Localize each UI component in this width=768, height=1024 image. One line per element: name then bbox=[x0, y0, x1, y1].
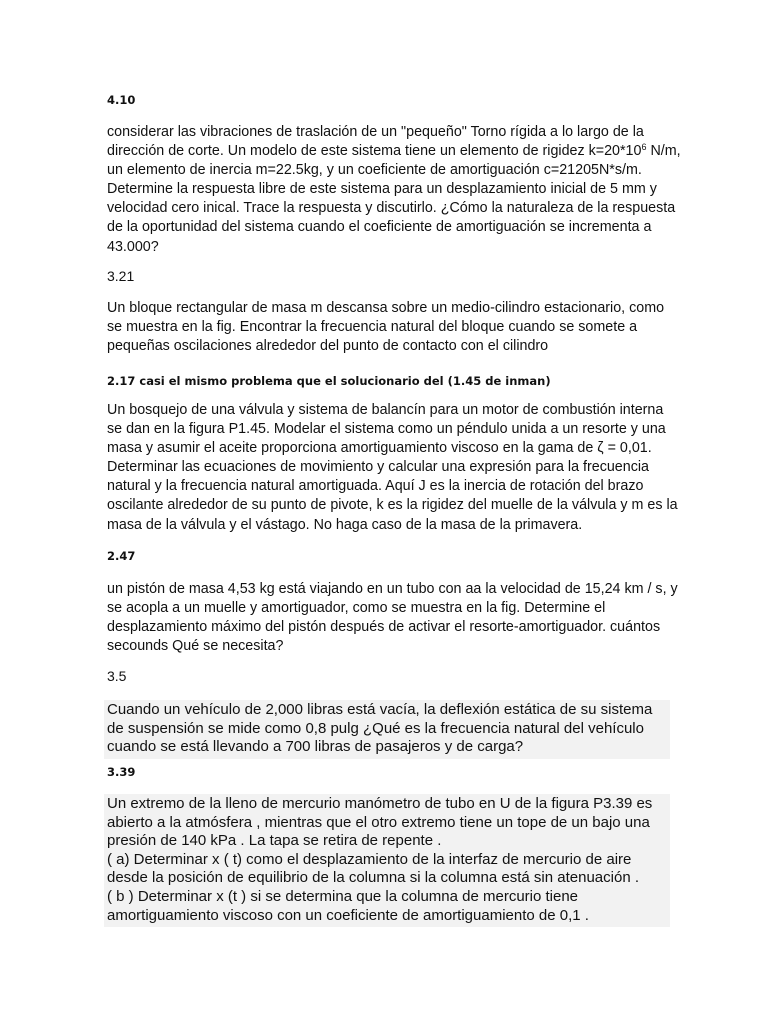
problem-text-3-5 bbox=[104, 700, 670, 759]
text-line: abierto a la atmósfera , mientras que el otro extremo tiene un tope de un bajo una bbox=[107, 813, 650, 831]
problem-heading-2-17: 2.17 casi el mismo problema que el solucionario del (1.45 de inman) bbox=[107, 374, 551, 388]
problem-text-2-47 bbox=[107, 580, 678, 656]
text-line: ( b ) Determinar x (t ) si se determina que la columna de mercurio tiene bbox=[107, 887, 579, 905]
exponent: 6 bbox=[641, 142, 647, 153]
text-line: Determinar las ecuaciones de movimiento y calcular una expresión para la frecuencia bbox=[107, 459, 649, 476]
text-line: Cuando un vehículo de 2,000 libras está vacía, la deflexión estática de su sistema bbox=[107, 701, 653, 718]
text-line: presión de 140 kPa . La tapa se retira de repente . bbox=[107, 832, 442, 850]
problem-heading-3-5: 3.5 bbox=[107, 668, 127, 684]
text-line: pequeñas oscilaciones alrededor del punto de contacto con el cilindro bbox=[107, 338, 549, 355]
text-line: Un bloque rectangular de masa m descansa sobre un medio-cilindro estacionario, como bbox=[107, 300, 665, 316]
problem-text-3-39 bbox=[104, 794, 670, 927]
problem-heading-3-21: 3.21 bbox=[107, 268, 135, 284]
problem-heading-3-39: 3.39 bbox=[107, 765, 136, 779]
text-line: velocidad cero inical. Trace la respuesta y discutirlo. ¿Cómo la naturaleza de la respuesta bbox=[107, 200, 676, 217]
problem-text-4-10 bbox=[107, 123, 681, 257]
text-line: considerar las vibraciones de traslación de un "pequeño" Torno rígida a lo largo de la bbox=[107, 124, 644, 140]
text-line: de suspensión se mide como 0,8 pulg ¿Qué es la frecuencia natural del vehículo bbox=[107, 719, 644, 737]
text-line: desplazamiento máximo del pistón después de activar el resorte-amortiguador. cuántos bbox=[107, 619, 661, 636]
text-line: dirección de corte. Un modelo de este sistema tiene un elemento de rigidez $k=20*10^6$ N/m, bbox=[107, 142, 681, 160]
text-line: se dan en la figura P1.45. Modelar el sistema como un péndulo unida a un resorte y una bbox=[107, 421, 666, 438]
text-line: se acopla a un muelle y amortiguador, como se muestra en la fig. Determine el bbox=[107, 600, 606, 617]
text-line: amortiguamiento viscoso con un coeficiente de amortiguamiento de 0,1 . bbox=[107, 906, 589, 924]
text-line: masa de la válvula y el vástago. No haga caso de la masa de la primavera. bbox=[107, 516, 583, 533]
problem-text-2-17 bbox=[107, 401, 678, 535]
problem-text-3-21 bbox=[107, 299, 667, 356]
text-line: Determine la respuesta libre de este sistema para un desplazamiento inicial de 5 mm y bbox=[107, 181, 657, 198]
text-line: Un extremo de la lleno de mercurio manómetro de tubo en U de la figura P3.39 es bbox=[107, 795, 653, 812]
text-line: de la oportunidad del sistema cuando el coeficiente de amortiguación se incrementa a bbox=[107, 219, 652, 236]
text-line: un pistón de masa 4,53 kg está viajando en un tubo con aa la velocidad de 15,24 km / s, y bbox=[107, 581, 678, 597]
text-line: 43.000? bbox=[107, 238, 159, 255]
text-line: Un bosquejo de una válvula y sistema de balancín para un motor de combustión interna bbox=[107, 402, 664, 418]
problem-heading-2-47: 2.47 bbox=[107, 549, 136, 563]
text-line: secounds Qué se necesita? bbox=[107, 638, 284, 655]
text-line: natural y la frecuencia natural amortiguada. Aquí J es la inercia de rotación del brazo bbox=[107, 478, 644, 495]
text-line: ( a) Determinar x ( t) como el desplazamiento de la interfaz de mercurio de aire bbox=[107, 850, 632, 868]
text-line: desde la posición de equilibrio de la columna si la columna está sin atenuación . bbox=[107, 869, 639, 887]
text-line: cuando se está llevando a 700 libras de pasajeros y de carga? bbox=[107, 738, 524, 756]
text-line: masa y asumir el aceite proporciona amortiguamiento viscoso en la gama de ζ = 0,01. bbox=[107, 440, 652, 457]
text-line: oscilante alrededor de su punto de pivote, k es la rigidez del muelle de la válvula y m es la bbox=[107, 497, 678, 514]
text-line: se muestra en la fig. Encontrar la frecuencia natural del bloque cuando se somete a bbox=[107, 319, 638, 336]
text-line: un elemento de inercia m=22.5kg, y un coeficiente de amortiguación c=21205N*s/m. bbox=[107, 162, 642, 179]
problem-heading-4-10: 4.10 bbox=[107, 93, 136, 107]
